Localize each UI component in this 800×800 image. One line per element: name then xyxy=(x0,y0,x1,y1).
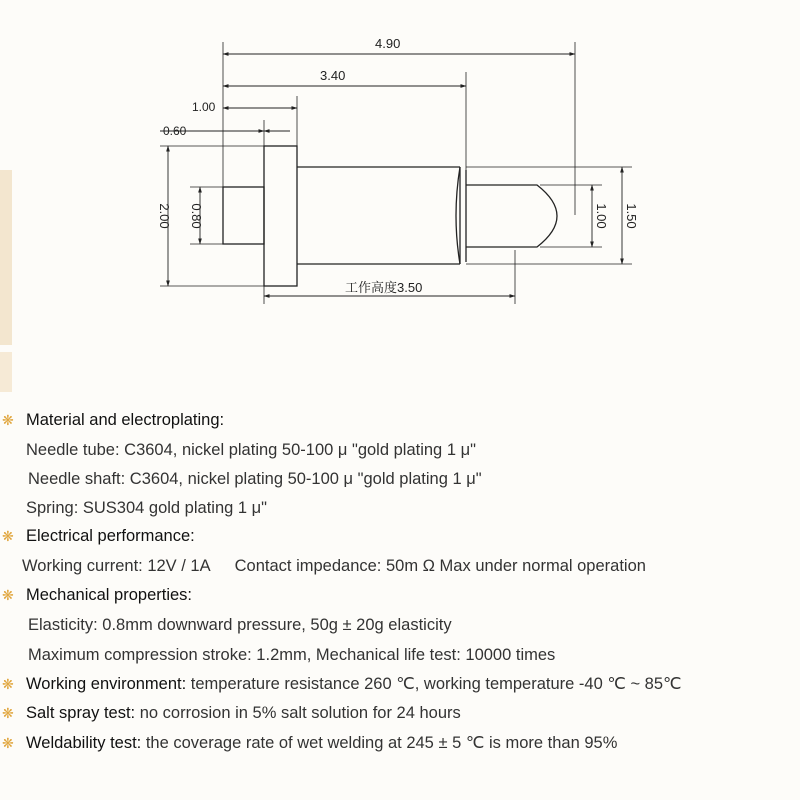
spec-line-compression: Maximum compression stroke: 1.2mm, Mechanical life test: 10000 times xyxy=(28,646,556,664)
technical-drawing xyxy=(0,0,800,340)
spec-line-elasticity: Elasticity: 0.8mm downward pressure, 50g ± 20g elasticity xyxy=(28,616,452,634)
extension-lines xyxy=(160,42,632,304)
bullet-icon: ❋ xyxy=(2,705,14,721)
spec-line-needle-shaft: Needle shaft: C3604, nickel plating 50-100 μ "gold plating 1 μ" xyxy=(28,470,482,488)
dim-tube-diameter-label: 1.50 xyxy=(624,203,639,229)
dim-working-height-label: 工作高度3.50 xyxy=(345,280,423,295)
spec-line-environment: Working environment: temperature resistance 260 ℃, working temperature -40 ℃ ~ 85℃ xyxy=(26,675,682,693)
dim-flange-diameter-label: 2.00 xyxy=(157,203,172,229)
dim-step2-label: 0.60 xyxy=(163,124,187,138)
section-heading-mechanical: Mechanical properties: xyxy=(26,586,192,604)
working-current: Working current: 12V / 1A xyxy=(22,557,211,575)
decorative-edge-tab xyxy=(0,352,12,392)
dim-tail-diameter-label: 0.80 xyxy=(189,203,204,229)
section-heading-material: Material and electroplating: xyxy=(26,411,225,429)
dim-body-length-label: 3.40 xyxy=(320,68,346,83)
section-heading-electrical: Electrical performance: xyxy=(26,527,195,545)
bullet-icon: ❋ xyxy=(2,587,14,603)
spec-line-needle-tube: Needle tube: C3604, nickel plating 50-100 μ "gold plating 1 μ" xyxy=(26,441,476,459)
bullet-icon: ❋ xyxy=(2,412,14,428)
dim-step1-label: 1.00 xyxy=(192,100,216,114)
contact-impedance: Contact impedance: 50m Ω Max under normal operation xyxy=(234,557,646,575)
bullet-icon: ❋ xyxy=(2,676,14,692)
dimension-lines xyxy=(160,54,622,296)
spec-line-spring: Spring: SUS304 gold plating 1 μ" xyxy=(26,499,268,517)
spec-line-salt-spray: Salt spray test: no corrosion in 5% salt solution for 24 hours xyxy=(26,704,461,722)
bullet-icon: ❋ xyxy=(2,735,14,751)
bullet-icon: ❋ xyxy=(2,528,14,544)
dim-tip-diameter-label: 1.00 xyxy=(594,203,609,229)
spec-line-electrical xyxy=(22,556,646,576)
spec-line-weldability: Weldability test: the coverage rate of wet welding at 245 ± 5 ℃ is more than 95% xyxy=(26,734,618,752)
dim-total-length-label: 4.90 xyxy=(375,36,401,51)
